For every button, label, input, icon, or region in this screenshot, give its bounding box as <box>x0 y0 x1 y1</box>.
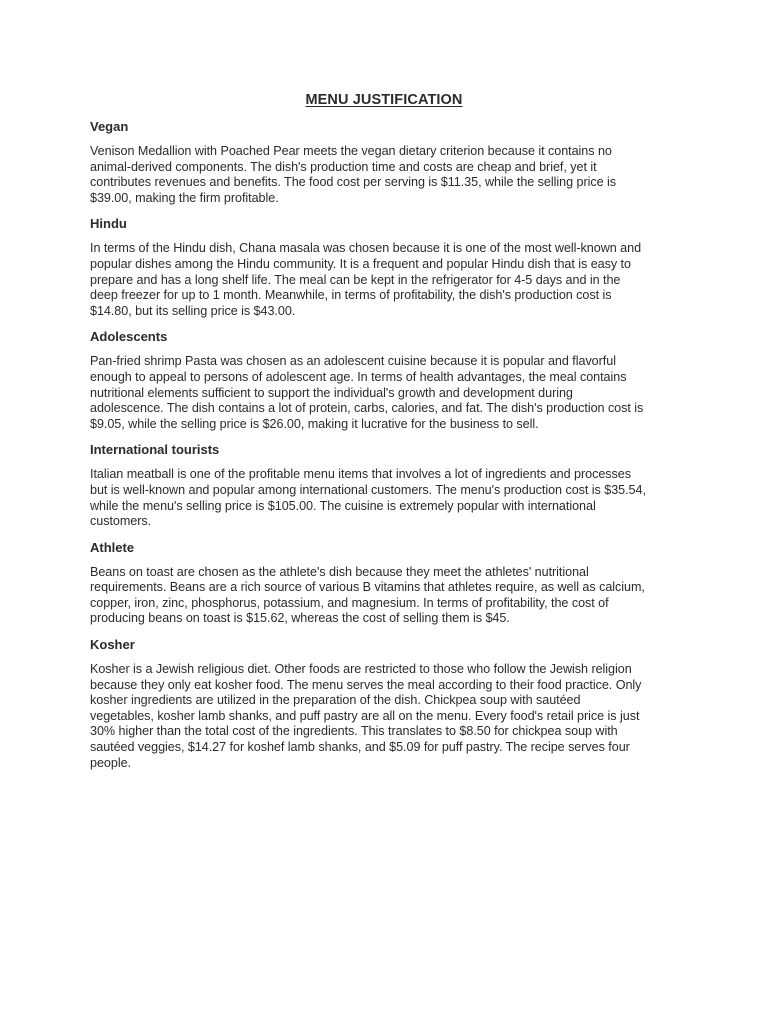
paragraph-line: enough to appeal to persons of adolescent age. In terms of health advantages, the meal contains <box>90 369 627 384</box>
paragraph-line: adolescence. The dish contains a lot of protein, carbs, calories, and fat. The dish's production cost is <box>90 401 644 416</box>
paragraph-line: customers. <box>90 514 152 529</box>
section-adolescents <box>90 329 678 432</box>
paragraph-line: requirements. Beans are a rich source of various B vitamins that athletes require, as well as calcium, <box>90 580 645 595</box>
section-heading: Adolescents <box>90 329 168 345</box>
section-hindu <box>90 216 678 319</box>
paragraph-line: animal-derived components. The dish's production time and costs are cheap and brief, yet it <box>90 159 597 174</box>
paragraph-line: vegetables, kosher lamb shanks, and puff pastry are all on the menu. Every food's retail price is just <box>90 708 640 723</box>
paragraph-line: $9.05, while the selling price is $26.00, making it lucrative for the business to sell. <box>90 416 539 431</box>
paragraph-line: contributes revenues and benefits. The food cost per serving is $11.35, while the selling price is <box>90 175 616 190</box>
paragraph-line: producing beans on toast is $15.62, whereas the cost of selling them is $45. <box>90 611 510 626</box>
paragraph-line: kosher ingredients are utilized in the preparation of the dish. Chickpea soup with sautéed <box>90 693 581 708</box>
section-paragraph <box>90 241 678 319</box>
paragraph-line: while the menu's selling price is $105.00. The cuisine is extremely popular with international <box>90 498 596 513</box>
section-heading: Vegan <box>90 119 129 134</box>
paragraph-line: $39.00, making the firm profitable. <box>90 190 279 205</box>
document-sections <box>90 119 678 771</box>
paragraph-line: people. <box>90 755 131 770</box>
paragraph-line: Beans on toast are chosen as the athlete's dish because they meet the athletes' nutritional <box>90 564 589 579</box>
section-heading: Athlete <box>90 539 135 555</box>
section-heading: International tourists <box>90 442 220 458</box>
section-paragraph <box>90 144 678 206</box>
paragraph-line: prepare and has a long shelf life. The meal can be kept in the refrigerator for 4-5 days and in the <box>90 272 621 287</box>
section-international-tourists <box>90 442 678 529</box>
section-athlete <box>90 540 678 627</box>
paragraph-line: 30% higher than the total cost of the ingredients. This translates to $8.50 for chickpea soup with <box>90 724 618 739</box>
paragraph-line: nutritional elements sufficient to support the individual's growth and development during <box>90 385 573 400</box>
section-heading: Kosher <box>90 637 135 653</box>
section-paragraph <box>90 662 678 771</box>
section-kosher <box>90 637 678 771</box>
paragraph-line: deep freezer for up to 1 month. Meanwhile, in terms of profitability, the dish's production cost is <box>90 288 612 303</box>
paragraph-line: but is well-known and popular among international customers. The menu's production cost is $35.54, <box>90 482 646 497</box>
paragraph-line: popular dishes among the Hindu community. It is a frequent and popular Hindu dish that is easy to <box>90 256 631 271</box>
paragraph-line: sautéed veggies, $14.27 for koshef lamb shanks, and $5.09 for puff pastry. The recipe serves four <box>90 740 630 755</box>
paragraph-line: Pan-fried shrimp Pasta was chosen as an adolescent cuisine because it is popular and flavorful <box>90 354 616 369</box>
section-heading: Hindu <box>90 216 127 232</box>
section-paragraph <box>90 565 678 627</box>
paragraph-line: In terms of the Hindu dish, Chana masala was chosen because it is one of the most well-known and <box>90 241 642 256</box>
paragraph-line: copper, iron, zinc, phosphorus, potassium, and magnesium. In terms of profitability, the cost of <box>90 595 609 610</box>
section-paragraph <box>90 467 678 529</box>
paragraph-line: Kosher is a Jewish religious diet. Other foods are restricted to those who follow the Jewish religion <box>90 662 632 677</box>
paragraph-line: Italian meatball is one of the profitable menu items that involves a lot of ingredients and processes <box>90 467 631 482</box>
paragraph-line: $14.80, but its selling price is $43.00. <box>90 303 296 318</box>
section-paragraph <box>90 354 678 432</box>
section-vegan <box>90 119 678 206</box>
paragraph-line: Venison Medallion with Poached Pear meets the vegan dietary criterion because it contains no <box>90 144 612 158</box>
paragraph-line: because they only eat kosher food. The menu serves the meal according to their food practice. Only <box>90 677 642 692</box>
document-title: MENU JUSTIFICATION <box>305 92 463 108</box>
